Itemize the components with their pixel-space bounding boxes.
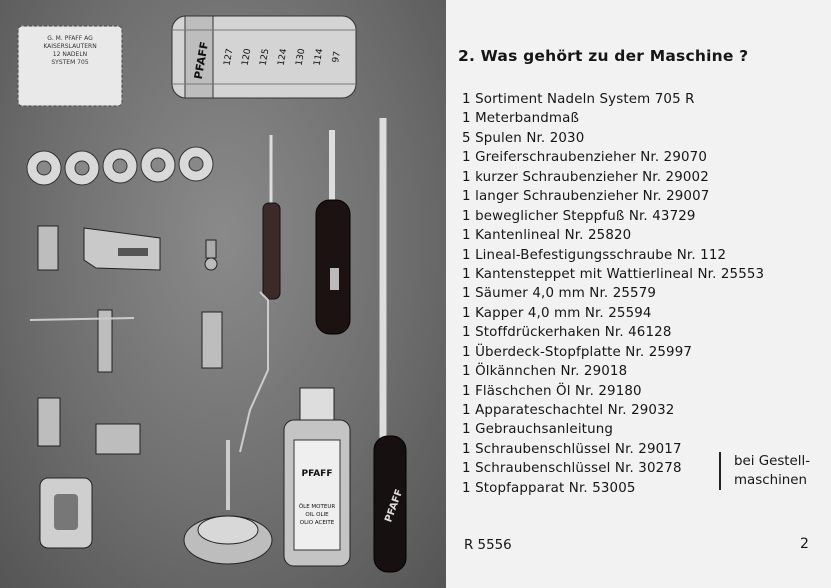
page-number: 2	[800, 536, 809, 552]
svg-text:PFAFF: PFAFF	[191, 40, 212, 81]
tape-number: 97	[331, 50, 343, 64]
list-item: 1 Säumer 4,0 mm Nr. 25579	[462, 286, 657, 302]
list-item: 1 Fläschchen Öl Nr. 29180	[462, 383, 642, 399]
oil-can-icon	[184, 440, 272, 564]
list-item: 1 Kantenlineal Nr. 25820	[462, 228, 632, 244]
accessory-list	[462, 90, 764, 498]
list-item: 1 Gebrauchsanleitung	[462, 422, 614, 438]
list-item: 1 Stoffdrückerhaken Nr. 46128	[462, 325, 672, 341]
long-screwdriver-icon	[374, 118, 406, 572]
list-item: 1 kurzer Schraubenzieher Nr. 29002	[462, 169, 709, 185]
list-item: 1 Überdeck-Stopfplatte Nr. 25997	[462, 344, 693, 360]
list-item: 1 Kapper 4,0 mm Nr. 25594	[462, 305, 652, 321]
oil-bottle-icon	[284, 388, 350, 566]
tape-number: 124	[276, 47, 290, 67]
list-item: 5 Spulen Nr. 2030	[462, 130, 585, 146]
list-item: 1 Schraubenschlüssel Nr. 29017	[462, 441, 682, 457]
list-item: 1 Schraubenschlüssel Nr. 30278	[462, 461, 682, 477]
list-item: 1 Ölkännchen Nr. 29018	[462, 364, 628, 380]
edge-guide-icon	[84, 228, 160, 270]
fabric-hook-icon	[240, 292, 268, 452]
text-column	[446, 0, 831, 588]
section-heading: 2. Was gehört zu der Maschine ?	[458, 47, 749, 65]
list-item: 1 Stopfapparat Nr. 53005	[462, 480, 636, 496]
screw-icon	[205, 240, 217, 270]
list-item: 1 Sortiment Nadeln System 705 R	[462, 92, 695, 107]
tape-number: 114	[312, 47, 326, 67]
tape-number: 125	[258, 47, 272, 67]
svg-text:PFAFF: PFAFF	[301, 469, 333, 479]
list-item: 1 beweglicher Steppfuß Nr. 43729	[462, 208, 696, 224]
svg-text:ÖLE MOTEUR: ÖLE MOTEUR	[298, 504, 336, 510]
needle-pack-icon	[18, 26, 122, 106]
list-item: 1 Lineal-Befestigungsschraube Nr. 112	[462, 247, 727, 263]
svg-text:OLIO ACEITE: OLIO ACEITE	[299, 520, 335, 526]
svg-text:G. M. PFAFF AGKAISERSLAUTERN12: G. M. PFAFF AG KAISERSLAUTERN 12 NADELN SYSTEM 705	[43, 35, 97, 66]
short-screwdriver-icon	[263, 135, 280, 299]
tape-measure-icon	[172, 16, 356, 98]
reference-code: R 5556	[464, 538, 512, 553]
darning-plate-icon	[40, 478, 92, 548]
tape-number: 120	[240, 47, 254, 67]
list-item: 1 Kantensteppet mit Wattierlineal Nr. 25553	[462, 266, 765, 282]
svg-text:OIL OLIE: OIL OLIE	[305, 512, 329, 518]
bracket-note: bei Gestell-maschinen	[734, 454, 811, 488]
screwdriver-icon	[316, 130, 350, 334]
list-item: 1 Apparateschachtel Nr. 29032	[462, 403, 675, 418]
list-item: 1 Greiferschraubenzieher Nr. 29070	[462, 150, 708, 166]
bobbins-icon	[27, 147, 213, 185]
tape-number: 127	[222, 47, 236, 67]
tape-number: 130	[294, 47, 308, 67]
bracket-divider	[719, 452, 721, 490]
svg-text:PFAFF: PFAFF	[383, 487, 406, 524]
list-item: 1 Meterbandmaß	[462, 111, 580, 127]
list-item: 1 langer Schraubenzieher Nr. 29007	[462, 189, 710, 205]
